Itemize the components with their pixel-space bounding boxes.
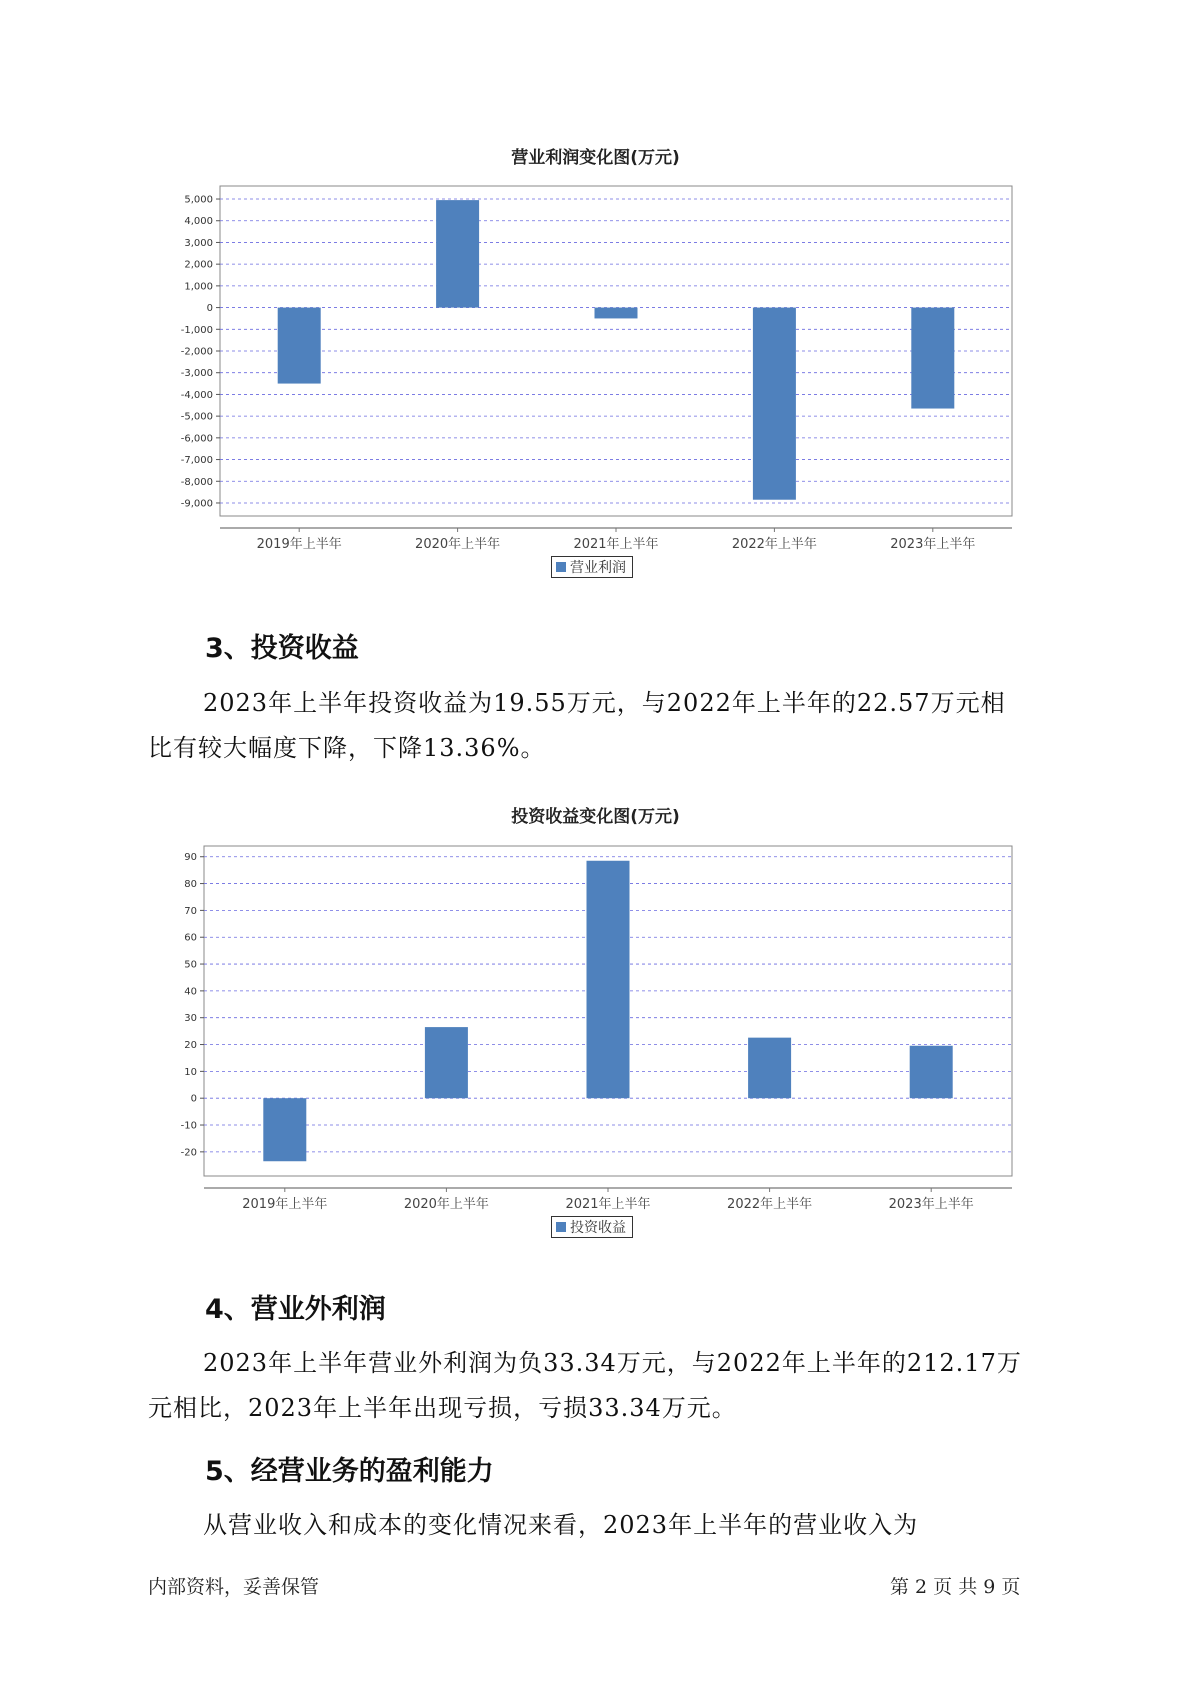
investment-income-chart [0, 820, 1191, 1220]
y-tick-label: 60 [184, 932, 197, 944]
x-tick-label: 2023年上半年 [890, 537, 976, 552]
y-tick-label: 4,000 [184, 216, 213, 228]
section-4-line2: 元相比，2023年上半年出现亏损，亏损33.34万元。 [148, 1394, 737, 1422]
chart2-legend [551, 1216, 633, 1238]
y-tick-label: -8,000 [180, 476, 213, 488]
x-tick-label: 2023年上半年 [888, 1197, 974, 1212]
x-tick-label: 2021年上半年 [573, 537, 659, 552]
bar-2021年上半年 [595, 308, 638, 319]
y-tick-label: -10 [180, 1120, 197, 1132]
x-tick-label: 2022年上半年 [731, 537, 817, 552]
y-tick-label: 20 [184, 1040, 197, 1052]
x-tick-label: 2021年上半年 [565, 1197, 651, 1212]
bar-2023年上半年 [911, 308, 954, 409]
x-tick-label: 2020年上半年 [415, 537, 501, 552]
y-tick-label: -20 [180, 1147, 197, 1159]
section-3-line1: 2023年上半年投资收益为19.55万元，与2022年上半年的22.57万元相 [203, 689, 1006, 717]
y-tick-label: 70 [184, 905, 197, 917]
y-tick-label: -6,000 [180, 433, 213, 445]
section-4-heading: 4、营业外利润 [205, 1294, 386, 1325]
bar-2022年上半年 [748, 1038, 791, 1099]
y-tick-label: -5,000 [180, 411, 213, 423]
legend-swatch-icon [556, 562, 566, 572]
y-tick-label: 90 [184, 852, 197, 864]
section-3-heading: 3、投资收益 [205, 633, 359, 664]
chart1-legend [551, 556, 633, 578]
x-tick-label: 2022年上半年 [727, 1197, 813, 1212]
chart1-title: 营业利润变化图(万元) [511, 148, 680, 168]
operating-profit-chart [0, 160, 1191, 560]
y-tick-label: -1,000 [180, 324, 213, 336]
footer-page-number: 第 2 页 共 9 页 [890, 1576, 1021, 1598]
bar-2021年上半年 [587, 861, 630, 1098]
y-tick-label: -9,000 [180, 498, 213, 510]
bar-2023年上半年 [910, 1046, 953, 1098]
x-tick-label: 2019年上半年 [242, 1197, 328, 1212]
legend-swatch-icon [556, 1222, 566, 1232]
section-5-paragraph [148, 1503, 1058, 1548]
y-tick-label: -3,000 [180, 368, 213, 380]
y-tick-label: -2,000 [180, 346, 213, 358]
chart2-legend-label: 投资收益 [570, 1220, 626, 1236]
section-3-paragraph [148, 681, 1058, 771]
x-tick-label: 2020年上半年 [403, 1197, 489, 1212]
y-tick-label: 40 [184, 986, 197, 998]
section-5-heading: 5、经营业务的盈利能力 [205, 1456, 494, 1487]
section-5-line1: 从营业收入和成本的变化情况来看，2023年上半年的营业收入为 [203, 1511, 919, 1539]
bar-2019年上半年 [278, 308, 321, 384]
x-tick-label: 2019年上半年 [256, 537, 342, 552]
y-tick-label: 50 [184, 959, 197, 971]
bar-2020年上半年 [436, 200, 479, 307]
bar-2022年上半年 [753, 308, 796, 500]
y-tick-label: 10 [184, 1066, 197, 1078]
y-tick-label: 0 [190, 1093, 197, 1105]
y-tick-label: -7,000 [180, 455, 213, 467]
y-tick-label: 0 [206, 303, 213, 315]
bar-2020年上半年 [425, 1027, 468, 1098]
y-tick-label: 5,000 [184, 194, 213, 206]
y-tick-label: 3,000 [184, 237, 213, 249]
y-tick-label: 30 [184, 1013, 197, 1025]
bar-2019年上半年 [263, 1098, 306, 1161]
y-tick-label: -4,000 [180, 389, 213, 401]
footer-confidential: 内部资料，妥善保管 [148, 1576, 320, 1598]
chart2-title: 投资收益变化图(万元) [511, 807, 680, 827]
y-tick-label: 80 [184, 879, 197, 891]
y-tick-label: 1,000 [184, 281, 213, 293]
chart1-legend-label: 营业利润 [570, 560, 626, 576]
section-4-line1: 2023年上半年营业外利润为负33.34万元，与2022年上半年的212.17万 [203, 1349, 1022, 1377]
section-4-paragraph [148, 1341, 1058, 1431]
section-3-line2: 比有较大幅度下降，下降13.36%。 [148, 734, 546, 762]
y-tick-label: 2,000 [184, 259, 213, 271]
